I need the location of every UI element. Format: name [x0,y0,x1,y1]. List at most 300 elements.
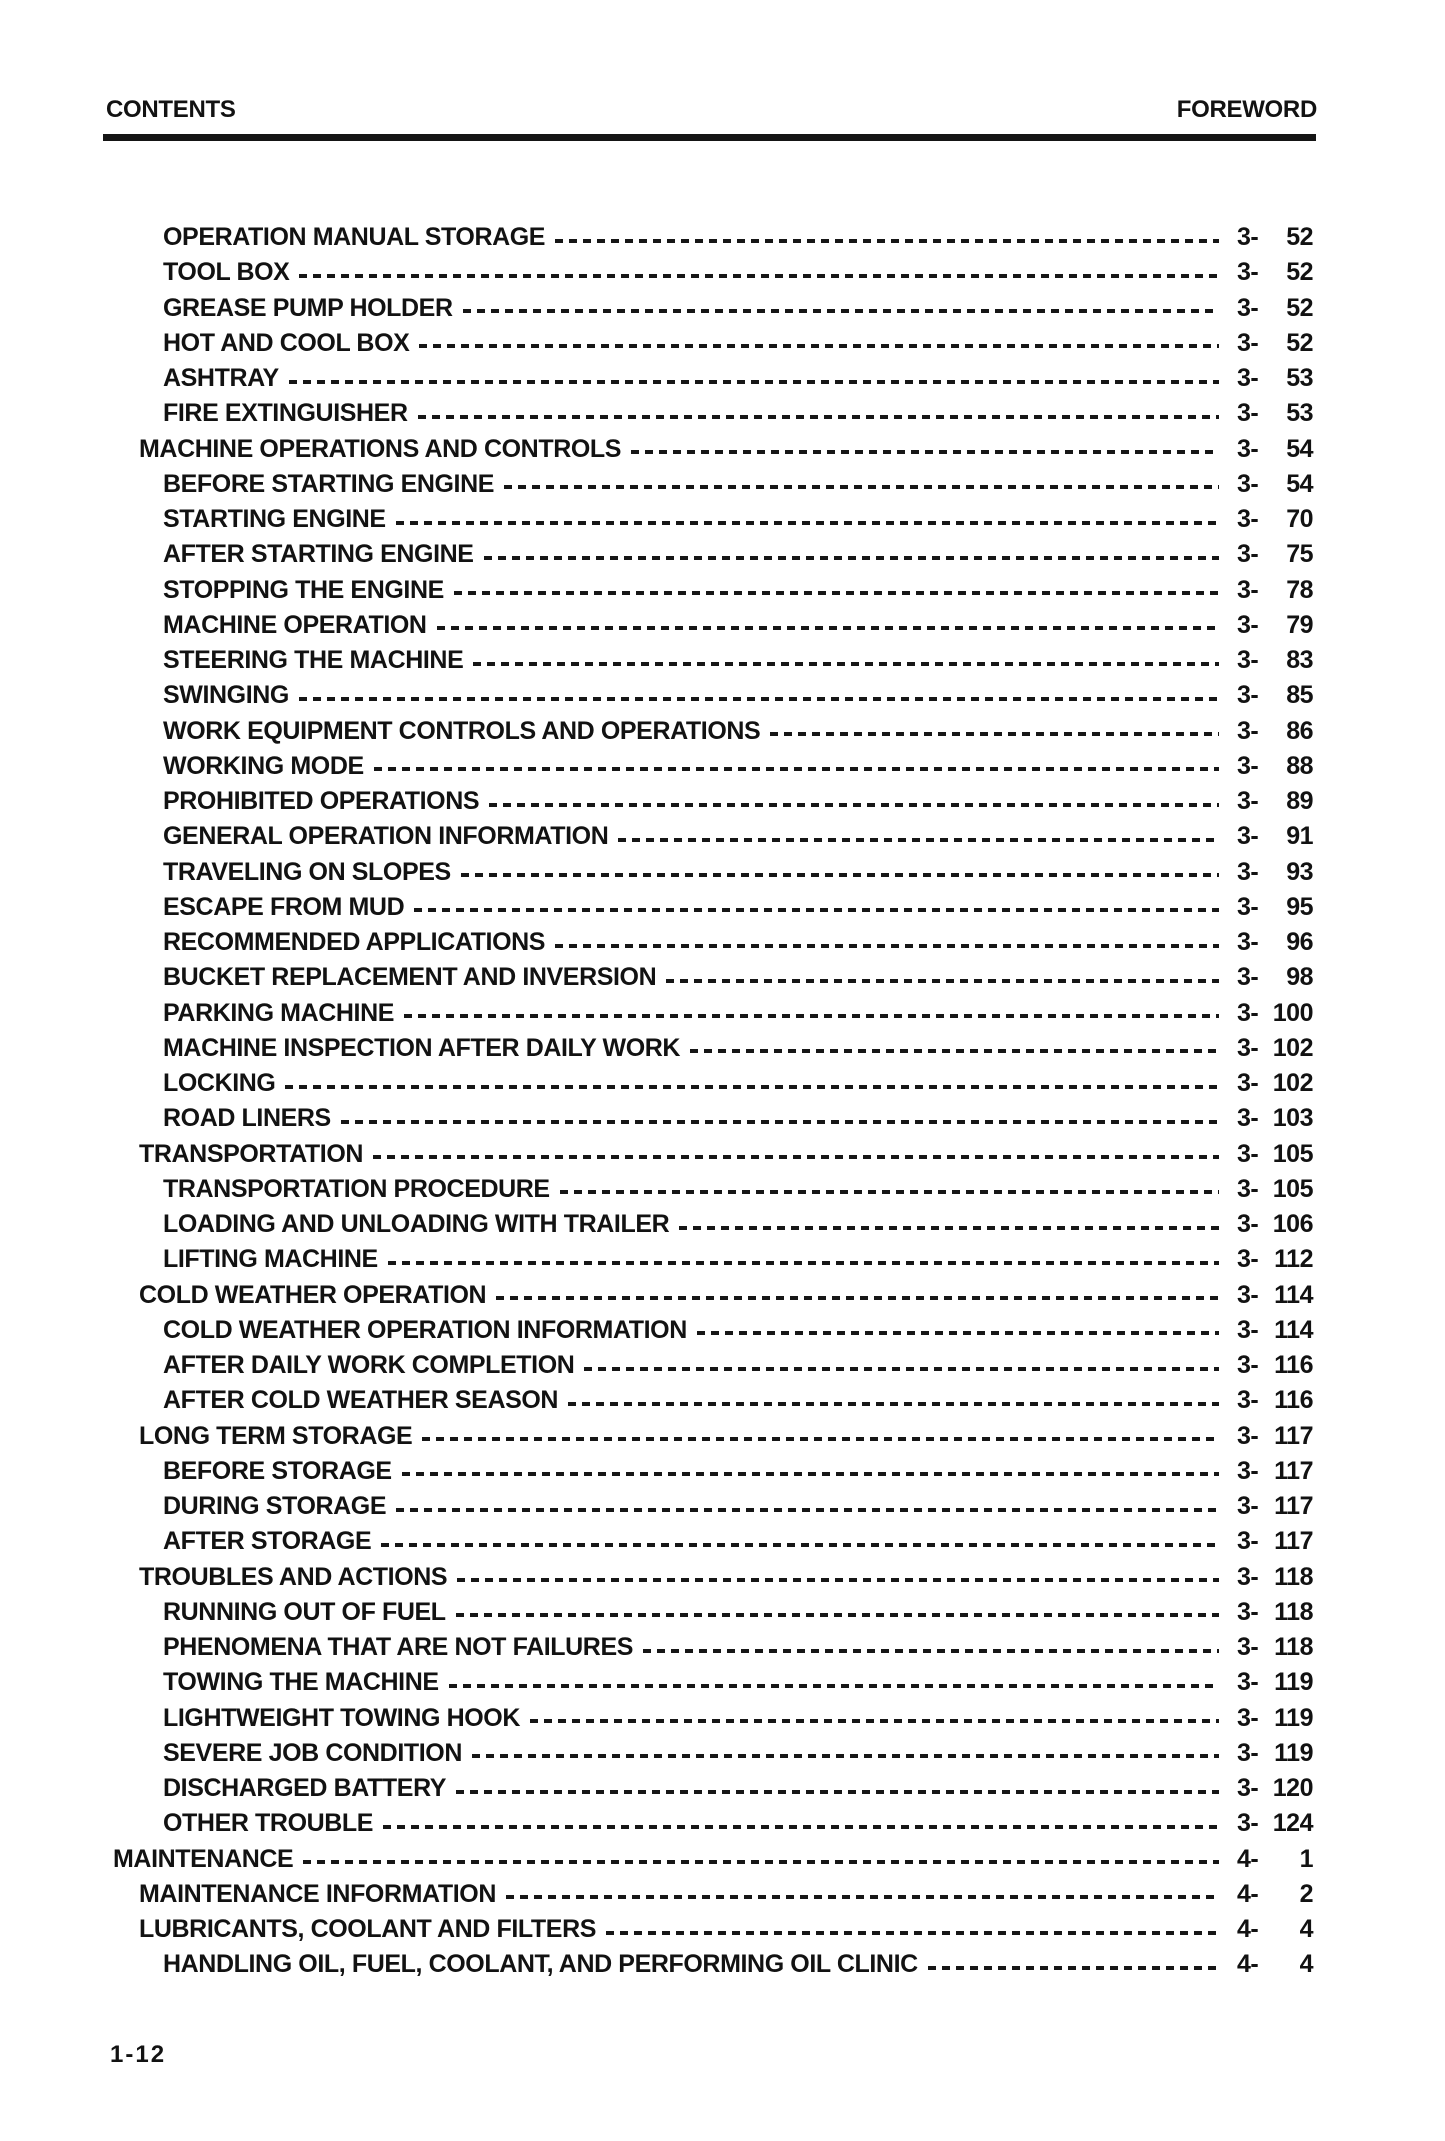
page-value: 100 [1272,998,1313,1027]
page-value: 118 [1274,1562,1313,1591]
page-value: 117 [1274,1492,1313,1521]
chapter-prefix: 3- [1237,1421,1259,1450]
toc-entry-page [1237,963,1313,992]
toc-entry-page [1237,787,1313,816]
chapter-prefix: 3- [1237,1351,1259,1380]
page-value: 52 [1286,258,1313,287]
dotted-leader [631,450,1219,454]
toc-entry-page [1237,1034,1313,1063]
toc-entry-page [1237,329,1313,358]
toc-entry-title: ESCAPE FROM MUD [163,892,405,921]
toc-entry-title: BEFORE STORAGE [163,1456,392,1485]
dotted-leader [606,1931,1219,1935]
toc-entry-title: TROUBLES AND ACTIONS [139,1562,448,1591]
dotted-leader [456,1790,1219,1794]
chapter-prefix: 3- [1237,469,1259,498]
dotted-leader [396,521,1219,525]
dotted-leader [473,662,1219,666]
dotted-leader [414,908,1219,912]
toc-entry-page [1237,1351,1313,1380]
page-value: 89 [1286,787,1313,816]
chapter-prefix: 3- [1237,1809,1259,1838]
dotted-leader [555,239,1219,243]
chapter-prefix: 3- [1237,1668,1259,1697]
chapter-prefix: 3- [1237,892,1259,921]
dotted-leader [530,1719,1219,1723]
dotted-leader [457,1578,1219,1582]
toc-entry-title: STEERING THE MACHINE [163,646,464,675]
dotted-leader [437,626,1219,630]
page-value: 116 [1274,1386,1313,1415]
toc-entry-page [1237,752,1313,781]
page-value: 4 [1299,1915,1313,1944]
page-value: 95 [1286,892,1313,921]
toc-row [105,784,1317,819]
toc-entry-title: STARTING ENGINE [163,505,386,534]
toc-entry-title: LIFTING MACHINE [163,1245,378,1274]
toc-entry-page [1237,928,1313,957]
toc-entry-title: MACHINE INSPECTION AFTER DAILY WORK [163,1033,681,1062]
chapter-prefix: 3- [1237,963,1259,992]
page-header [106,96,1317,124]
toc-entry-title: RECOMMENDED APPLICATIONS [163,928,546,957]
toc-entry-page [1237,1598,1313,1627]
dotted-leader [381,1543,1219,1547]
chapter-prefix: 3- [1237,1069,1259,1098]
toc-entry-title: COLD WEATHER OPERATION [139,1280,487,1309]
chapter-prefix: 3- [1237,1245,1259,1274]
toc-row [105,1947,1317,1982]
page-value: 83 [1286,646,1313,675]
chapter-prefix: 3- [1237,822,1259,851]
toc-entry-page [1237,999,1313,1028]
toc-entry-title: BEFORE STARTING ENGINE [163,469,495,498]
chapter-prefix: 3- [1237,540,1259,569]
dotted-leader [402,1472,1219,1476]
toc-entry-page [1237,681,1313,710]
page-value: 117 [1274,1456,1313,1485]
toc-row [105,396,1317,431]
toc-row [105,1172,1317,1207]
toc-row [105,1454,1317,1489]
dotted-leader [555,944,1219,948]
toc-entry-title: MAINTENANCE INFORMATION [139,1879,496,1908]
page-value: 53 [1286,399,1313,428]
toc-row [105,1066,1317,1101]
toc-entry-page [1237,858,1313,887]
page-value: 54 [1286,434,1313,463]
dotted-leader [422,1437,1219,1441]
chapter-prefix: 3- [1237,1597,1259,1626]
toc-entry-title: AFTER DAILY WORK COMPLETION [163,1351,575,1380]
toc-entry-page [1237,1386,1313,1415]
chapter-prefix: 3- [1237,928,1259,957]
header-contents-label: CONTENTS [106,96,236,123]
dotted-leader [299,274,1219,278]
toc-row [105,749,1317,784]
toc-row [105,573,1317,608]
chapter-prefix: 3- [1237,505,1259,534]
toc-entry-title: TOWING THE MACHINE [163,1668,439,1697]
toc-row [105,361,1317,396]
toc-entry-page [1237,822,1313,851]
page-value: 2 [1299,1879,1313,1908]
toc-entry-page [1237,294,1313,323]
toc-entry-page [1237,470,1313,499]
chapter-prefix: 3- [1237,610,1259,639]
toc-entry-page [1237,893,1313,922]
chapter-prefix: 3- [1237,1174,1259,1203]
toc-row [105,502,1317,537]
page-value: 4 [1299,1950,1313,1979]
chapter-prefix: 4- [1237,1879,1259,1908]
toc-entry-page [1237,1104,1313,1133]
toc-row [105,890,1317,925]
page-value: 106 [1272,1210,1313,1239]
toc-entry-page [1237,1281,1313,1310]
toc-row [105,1278,1317,1313]
toc-row [105,608,1317,643]
toc-entry-page [1237,1069,1313,1098]
dotted-leader [568,1402,1219,1406]
toc-entry-page [1237,1668,1313,1697]
toc-row [105,1101,1317,1136]
page-value: 114 [1274,1315,1313,1344]
chapter-prefix: 3- [1237,1280,1259,1309]
chapter-prefix: 3- [1237,1315,1259,1344]
toc-entry-title: GENERAL OPERATION INFORMATION [163,822,609,851]
dotted-leader [404,1014,1219,1018]
toc-entry-page [1237,1316,1313,1345]
toc-entry-page [1237,1563,1313,1592]
page-value: 120 [1272,1774,1313,1803]
toc-entry-page [1237,646,1313,675]
dotted-leader [770,732,1219,736]
toc-entry-title: AFTER STORAGE [163,1527,372,1556]
chapter-prefix: 3- [1237,293,1259,322]
toc-row [105,960,1317,995]
toc-entry-title: WORK EQUIPMENT CONTROLS AND OPERATIONS [163,716,761,745]
dotted-leader [679,1226,1219,1230]
chapter-prefix: 3- [1237,328,1259,357]
toc-row [105,1031,1317,1066]
toc-entry-title: TRAVELING ON SLOPES [163,857,451,886]
toc-row [105,1313,1317,1348]
toc-entry-page [1237,1739,1313,1768]
toc-entry-page [1237,611,1313,640]
toc-entry-page [1237,1845,1313,1874]
toc-entry-title: OTHER TROUBLE [163,1809,374,1838]
toc-row [105,1524,1317,1559]
page-value: 52 [1286,223,1313,252]
toc-entry-page [1237,1704,1313,1733]
toc-entry-title: ASHTRAY [163,364,279,393]
toc-row [105,819,1317,854]
dotted-leader [643,1649,1219,1653]
chapter-prefix: 3- [1237,434,1259,463]
toc-entry-page [1237,258,1313,287]
chapter-prefix: 3- [1237,399,1259,428]
toc-row [105,1877,1317,1912]
dotted-leader [456,1613,1219,1617]
dotted-leader [289,380,1219,384]
toc-row [105,1701,1317,1736]
toc-row [105,714,1317,749]
chapter-prefix: 3- [1237,1633,1259,1662]
toc-row [105,1665,1317,1700]
toc-row [105,1348,1317,1383]
page-value: 86 [1286,716,1313,745]
toc-row [105,291,1317,326]
chapter-prefix: 3- [1237,1774,1259,1803]
toc-entry-title: LIGHTWEIGHT TOWING HOOK [163,1703,520,1732]
dotted-leader [303,1860,1219,1864]
dotted-leader [690,1049,1219,1053]
toc-entry-title: HOT AND COOL BOX [163,328,410,357]
toc-entry-title: TOOL BOX [163,258,290,287]
chapter-prefix: 3- [1237,1033,1259,1062]
toc-entry-title: TRANSPORTATION [139,1139,364,1168]
toc-entry-page [1237,399,1313,428]
page-value: 91 [1286,822,1313,851]
toc-entry-page [1237,1880,1313,1909]
page-value: 116 [1274,1351,1313,1380]
toc-entry-page [1237,505,1313,534]
dotted-leader [374,767,1219,771]
page-footer [110,2041,166,2069]
chapter-prefix: 3- [1237,716,1259,745]
toc-entry-page [1237,1809,1313,1838]
toc-row [105,1242,1317,1277]
toc-row [105,1137,1317,1172]
toc-entry-title: GREASE PUMP HOLDER [163,293,453,322]
toc-entry-page [1237,1175,1313,1204]
dotted-leader [504,485,1219,489]
toc-entry-page [1237,1422,1313,1451]
page-value: 119 [1274,1668,1313,1697]
dotted-leader [618,838,1219,842]
page-value: 98 [1286,963,1313,992]
page-value: 124 [1272,1809,1313,1838]
toc-entry-title: AFTER STARTING ENGINE [163,540,474,569]
toc-row [105,1912,1317,1947]
toc-entry-page [1237,1140,1313,1169]
toc-entry-title: RUNNING OUT OF FUEL [163,1597,446,1626]
chapter-prefix: 3- [1237,1527,1259,1556]
page-value: 118 [1274,1597,1313,1626]
page-value: 70 [1286,505,1313,534]
footer-page-number: 1-12 [110,2041,167,2068]
toc-row [105,1771,1317,1806]
dotted-leader [396,1508,1219,1512]
dotted-leader [489,803,1219,807]
dotted-leader [697,1331,1219,1335]
toc-entry-page [1237,1633,1313,1662]
chapter-prefix: 3- [1237,1456,1259,1485]
page-value: 119 [1274,1703,1313,1732]
toc-entry-page [1237,1492,1313,1521]
page-value: 118 [1274,1633,1313,1662]
toc-entry-title: SEVERE JOB CONDITION [163,1738,462,1767]
page-value: 75 [1286,540,1313,569]
page-value: 1 [1299,1844,1313,1873]
chapter-prefix: 3- [1237,258,1259,287]
toc-entry-page [1237,576,1313,605]
page-value: 93 [1286,857,1313,886]
chapter-prefix: 3- [1237,364,1259,393]
chapter-prefix: 3- [1237,1386,1259,1415]
chapter-prefix: 3- [1237,787,1259,816]
dotted-leader [388,1261,1219,1265]
toc-entry-title: BUCKET REPLACEMENT AND INVERSION [163,963,657,992]
page-value: 79 [1286,610,1313,639]
dotted-leader [418,415,1219,419]
toc-entry-title: TRANSPORTATION PROCEDURE [163,1174,550,1203]
page-value: 114 [1274,1280,1313,1309]
toc-row [105,643,1317,678]
chapter-prefix: 4- [1237,1915,1259,1944]
chapter-prefix: 3- [1237,998,1259,1027]
toc-row [105,255,1317,290]
page-value: 54 [1286,469,1313,498]
dotted-leader [419,344,1219,348]
dotted-leader [560,1190,1219,1194]
toc-row [105,855,1317,890]
toc-row [105,678,1317,713]
dotted-leader [383,1825,1219,1829]
toc-entry-title: LOADING AND UNLOADING WITH TRAILER [163,1210,670,1239]
page-value: 105 [1272,1139,1313,1168]
page-value: 117 [1274,1421,1313,1450]
toc-entry-title: LONG TERM STORAGE [139,1421,413,1450]
toc-row [105,996,1317,1031]
toc-row [105,1736,1317,1771]
dotted-leader [484,556,1219,560]
dotted-leader [584,1367,1219,1371]
dotted-leader [299,697,1219,701]
page-value: 112 [1274,1245,1313,1274]
toc-entry-title: WORKING MODE [163,751,364,780]
chapter-prefix: 3- [1237,1104,1259,1133]
toc-entry-title: LOCKING [163,1069,276,1098]
dotted-leader [472,1754,1219,1758]
dotted-leader [463,309,1219,313]
page-value: 102 [1272,1069,1313,1098]
dotted-leader [285,1085,1219,1089]
toc-entry-title: PARKING MACHINE [163,998,395,1027]
toc-entry-page [1237,1457,1313,1486]
page-value: 96 [1286,928,1313,957]
dotted-leader [461,873,1219,877]
toc-entry-page [1237,1915,1313,1944]
toc-entry-title: MAINTENANCE [113,1844,294,1873]
toc-entry-page [1237,1527,1313,1556]
toc-entry-title: COLD WEATHER OPERATION INFORMATION [163,1315,687,1344]
page-value: 78 [1286,575,1313,604]
toc-entry-title: PHENOMENA THAT ARE NOT FAILURES [163,1633,634,1662]
toc-row [105,1630,1317,1665]
header-foreword-label: FOREWORD [1176,96,1317,123]
toc-entry-title: PROHIBITED OPERATIONS [163,787,480,816]
dotted-leader [449,1684,1219,1688]
page-value: 52 [1286,293,1313,322]
toc-entry-page [1237,1210,1313,1239]
toc-entry-page [1237,1774,1313,1803]
toc-entry-title: LUBRICANTS, COOLANT AND FILTERS [139,1915,597,1944]
dotted-leader [496,1296,1219,1300]
toc-entry-title: SWINGING [163,681,289,710]
dotted-leader [341,1120,1219,1124]
toc-row [105,220,1317,255]
toc-row [105,1383,1317,1418]
page-value: 119 [1274,1738,1313,1767]
toc-entry-title: STOPPING THE ENGINE [163,575,444,604]
toc-entry-page [1237,435,1313,464]
toc-row [105,1595,1317,1630]
toc-entry-title: MACHINE OPERATION [163,610,427,639]
chapter-prefix: 3- [1237,1492,1259,1521]
chapter-prefix: 3- [1237,1703,1259,1732]
toc-row [105,1419,1317,1454]
chapter-prefix: 3- [1237,751,1259,780]
chapter-prefix: 3- [1237,1562,1259,1591]
table-of-contents [105,220,1317,1983]
toc-entry-page [1237,1950,1313,1979]
toc-entry-page [1237,223,1313,252]
toc-entry-title: AFTER COLD WEATHER SEASON [163,1386,559,1415]
chapter-prefix: 3- [1237,681,1259,710]
page-value: 103 [1272,1104,1313,1133]
toc-entry-title: HANDLING OIL, FUEL, COOLANT, AND PERFORMING OIL CLINIC [163,1950,918,1979]
toc-entry-title: DISCHARGED BATTERY [163,1774,447,1803]
toc-entry-title: ROAD LINERS [163,1104,331,1133]
chapter-prefix: 3- [1237,1738,1259,1767]
dotted-leader [928,1966,1219,1970]
toc-entry-page [1237,1245,1313,1274]
chapter-prefix: 3- [1237,223,1259,252]
page-value: 105 [1272,1174,1313,1203]
page-value: 52 [1286,328,1313,357]
page-value: 117 [1274,1527,1313,1556]
header-rule [103,134,1316,141]
chapter-prefix: 4- [1237,1950,1259,1979]
dotted-leader [666,979,1219,983]
toc-entry-title: DURING STORAGE [163,1492,387,1521]
page-value: 88 [1286,751,1313,780]
toc-row [105,1489,1317,1524]
dotted-leader [373,1155,1219,1159]
chapter-prefix: 3- [1237,1139,1259,1168]
chapter-prefix: 4- [1237,1844,1259,1873]
toc-row [105,1207,1317,1242]
toc-row [105,467,1317,502]
page-value: 85 [1286,681,1313,710]
toc-entry-page [1237,540,1313,569]
page-value: 102 [1272,1033,1313,1062]
toc-row [105,1560,1317,1595]
toc-entry-page [1237,364,1313,393]
chapter-prefix: 3- [1237,575,1259,604]
toc-row [105,537,1317,572]
toc-row [105,925,1317,960]
toc-row [105,326,1317,361]
chapter-prefix: 3- [1237,1210,1259,1239]
toc-row [105,1842,1317,1877]
toc-row [105,1806,1317,1841]
page-value: 53 [1286,364,1313,393]
toc-entry-title: FIRE EXTINGUISHER [163,399,408,428]
toc-entry-title: OPERATION MANUAL STORAGE [163,223,546,252]
